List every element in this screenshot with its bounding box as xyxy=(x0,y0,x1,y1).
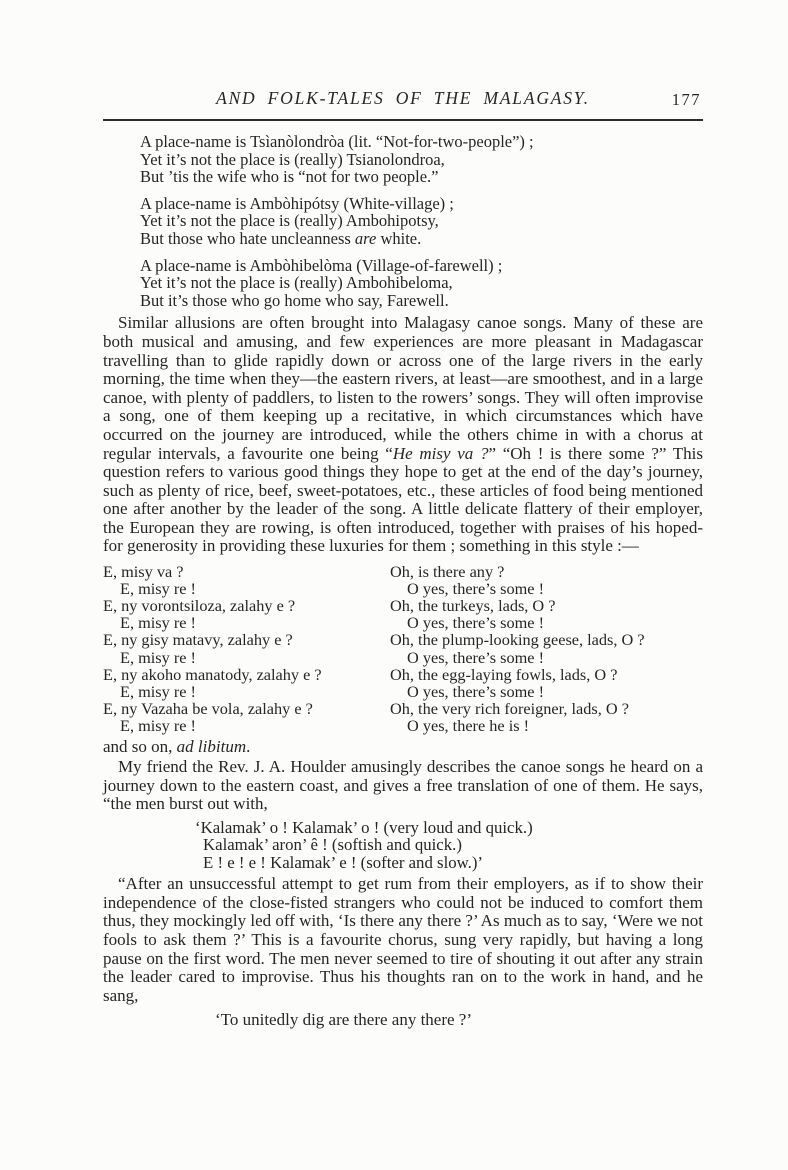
verse-line: But ’tis the wife who is “not for two people.” xyxy=(140,167,439,187)
song-line: E, misy re ! xyxy=(120,681,196,701)
song-line: E, misy re ! xyxy=(120,715,196,735)
song-line: O yes, there’s some ! xyxy=(407,579,544,599)
song-line: E, misy re ! xyxy=(120,613,196,633)
paragraph-houlder: My friend the Rev. J. A. Houlder amusingly describes the canoe songs he heard on a journey down to the eastern coast, and gives a free translation of one of them. He says, “the men burst out with, xyxy=(103,757,703,814)
chant-line: Kalamak’ aron’ ê ! (softish and quick.) xyxy=(203,835,462,855)
ad-libitum-line xyxy=(103,737,703,756)
song-line: Oh, the very rich foreigner, lads, O ? xyxy=(390,698,629,718)
song-malagasy-column xyxy=(103,563,390,734)
verse-line: A place-name is Tsìanòlondròa (lit. “Not-for-two-people”) ; xyxy=(140,132,534,151)
canoe-song-columns xyxy=(103,563,703,734)
closing-chant-line: ‘To unitedly dig are there any there ?’ xyxy=(215,1010,473,1030)
running-title: AND FOLK-TALES OF THE MALAGASY. xyxy=(216,88,590,108)
song-line: E, ny Vazaha be vola, zalahy e ? xyxy=(103,698,313,718)
page-content xyxy=(103,88,703,1030)
adlib-segment: . xyxy=(246,737,251,756)
paragraph-segment: ” “Oh ! is there some ?” This question refers to various good things they hope to get at the end of the day’s journey, such as plenty of rice, beef, sweet-potatoes, etc., these articles of food being mentioned one after another by the leader of the song. A little delicate flattery of their employer, the European they are rowing, is often introduced, together with praises of his hoped-for generosity in providing these luxuries for them ; something in this style :— xyxy=(103,443,704,556)
paragraph-segment: Similar allusions are often brought into Malagasy canoe songs. Many of these are both musical and amusing, and few experiences are more pleasant in Madagascar travelling than to glide rapidly down or across one of the large rivers in the early morning, the time when they—the eastern rivers, at least—are smoothest, and in a large canoe, with plenty of paddlers, to listen to the rowers’ songs. They will often improvise a song, one of them keeping up a recitative, in which circumstances which have occurred on the journey are introduced, while the others chime in with a chorus at regular intervals, a favourite one being “ xyxy=(103,313,703,463)
song-line: O yes, there’s some ! xyxy=(407,647,544,667)
header-rule xyxy=(103,119,703,121)
song-line: O yes, there he is ! xyxy=(407,715,530,735)
song-line: O yes, there’s some ! xyxy=(407,613,544,633)
verse-line: Yet it’s not the place is (really) Ambohibeloma, xyxy=(140,273,453,293)
adlib-segment: and so on, xyxy=(103,737,177,756)
song-line: E, ny gisy matavy, zalahy e ? xyxy=(103,630,293,650)
song-line: E, misy re ! xyxy=(120,647,196,667)
song-english-column xyxy=(390,563,703,734)
song-line: Oh, is there any ? xyxy=(390,562,505,582)
song-line: E, ny vorontsiloza, zalahy e ? xyxy=(103,596,296,616)
verse-line-segment: But those who hate uncleanness xyxy=(140,228,355,248)
quatrain-ambohipotsy xyxy=(140,195,703,248)
song-line: E, ny akoho manatody, zalahy e ? xyxy=(103,664,322,684)
verse-line: Yet it’s not the place is (really) Ambohipotsy, xyxy=(140,211,439,231)
song-line: E, misy va ? xyxy=(103,562,184,582)
song-line: E, misy re ! xyxy=(120,579,196,599)
song-line: Oh, the egg-laying fowls, lads, O ? xyxy=(390,664,618,684)
paragraph-canoe-songs xyxy=(103,314,703,556)
verse-line xyxy=(140,230,703,248)
kalamak-chant xyxy=(195,819,703,872)
quatrain-ambohibeloma xyxy=(140,257,703,310)
verse-line: A place-name is Ambòhipótsy (White-village) ; xyxy=(140,193,454,213)
chant-line: E ! e ! e ! Kalamak’ e ! (softer and slow.)’ xyxy=(203,852,484,872)
song-line: Oh, the turkeys, lads, O ? xyxy=(390,596,556,616)
verse-line: Yet it’s not the place is (really) Tsianolondroa, xyxy=(140,149,445,169)
running-head xyxy=(103,88,703,114)
verse-line-italic: are xyxy=(354,228,377,248)
opening-quatrains xyxy=(140,133,703,309)
song-line: Oh, the plump-looking geese, lads, O ? xyxy=(390,630,645,650)
verse-line: But it’s those who go home who say, Farewell. xyxy=(140,290,449,310)
chant-line: ‘Kalamak’ o ! Kalamak’ o ! (very loud and quick.) xyxy=(195,817,533,837)
quatrain-tsianolondroa xyxy=(140,133,703,186)
verse-line-segment: white. xyxy=(376,228,422,248)
page-number: 177 xyxy=(671,90,701,109)
verse-line: A place-name is Ambòhibelòma (Village-of-farewell) ; xyxy=(140,255,503,275)
adlib-italic: ad libitum xyxy=(176,737,247,756)
paragraph-rum-attempt: “After an unsuccessful attempt to get rum from their employers, as if to show their independence of the close-fisted strangers who could not be induced to comfort them thus, they mockingly led off with, ‘Is there any there ?’ As much as to say, ‘Were we not fools to ask them ?’ This is a favourite chorus, sung very rapidly, but having a long pause on the first word. The men never seemed to tire of shouting it out after any strain the leader cared to improvise. Thus his thoughts ran on to the work in hand, and he sang, xyxy=(103,874,703,1005)
song-line: O yes, there’s some ! xyxy=(407,681,544,701)
paragraph-italic: He misy va ? xyxy=(392,443,489,463)
